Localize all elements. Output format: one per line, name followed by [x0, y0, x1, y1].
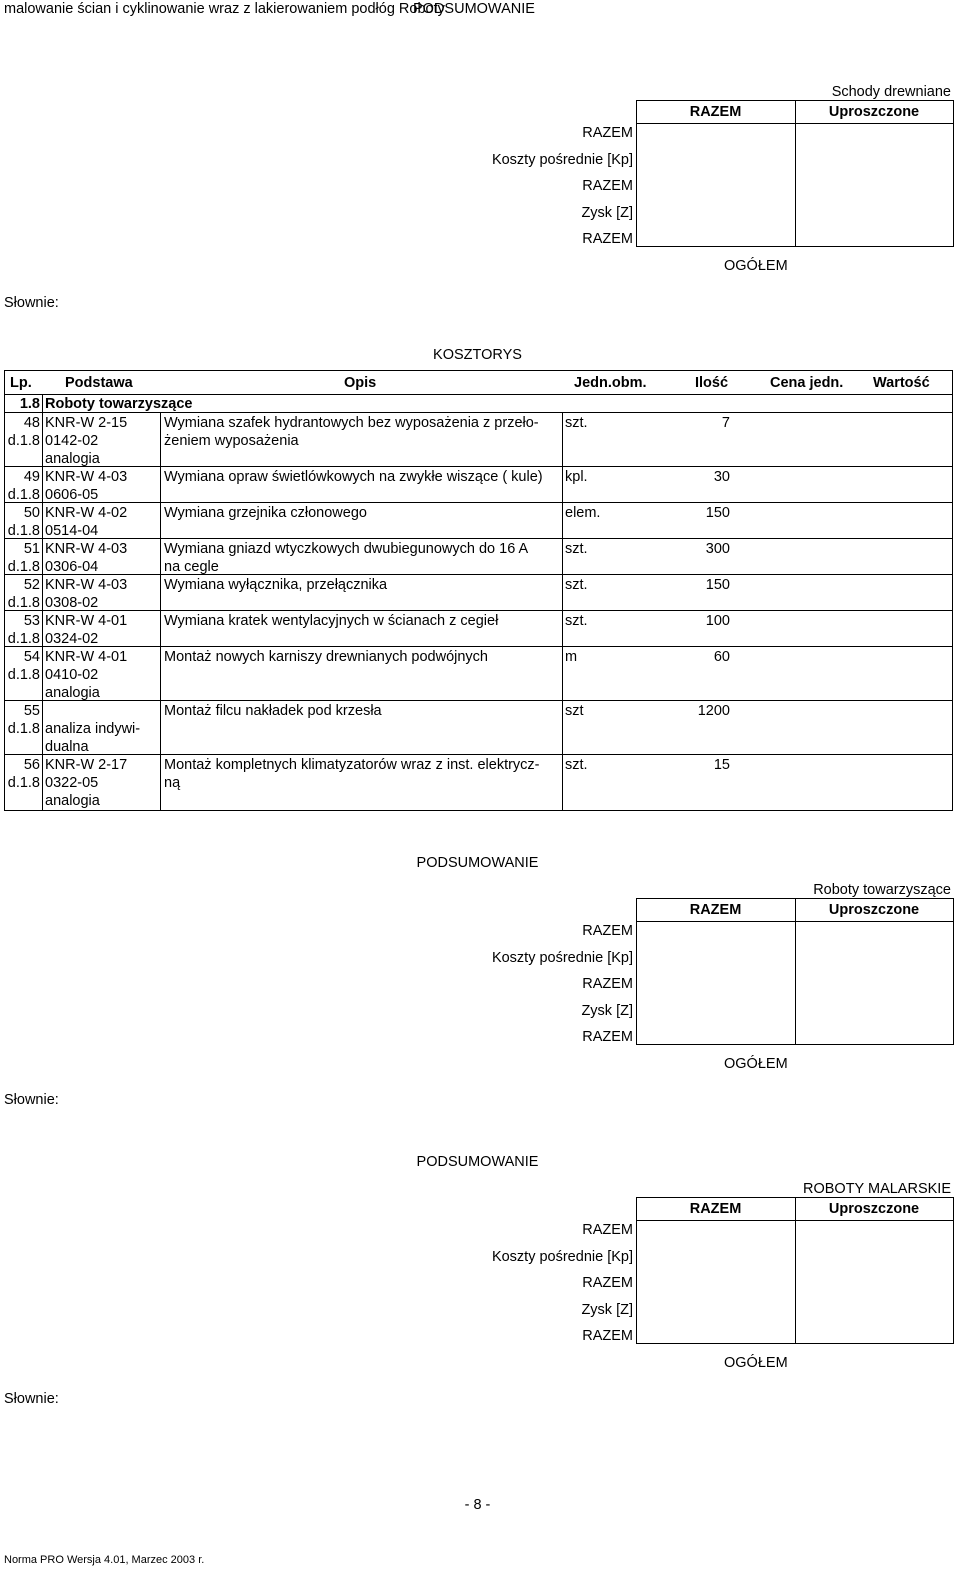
item-basis: 0142-02	[45, 433, 99, 449]
item-quantity: 1200	[697, 703, 730, 719]
item-subnumber: d.1.8	[7, 631, 40, 647]
summary-row-label: RAZEM	[582, 976, 633, 992]
item-number: 55	[23, 703, 40, 719]
document-title-overlay: PODSUMOWANIE	[413, 1, 535, 17]
item-unit: szt.	[565, 613, 588, 629]
item-description: żeniem wyposażenia	[164, 433, 299, 449]
item-basis: KNR-W 4-02	[45, 505, 128, 521]
summary-total-label: OGÓŁEM	[724, 258, 788, 274]
item-basis: 0322-05	[45, 775, 99, 791]
summary-row-label: RAZEM	[582, 125, 633, 141]
item-number: 51	[23, 541, 40, 557]
summary-row-label: Zysk [Z]	[581, 1302, 633, 1318]
summary-title: PODSUMOWANIE	[416, 855, 539, 871]
summary-col-razem: RAZEM	[689, 1201, 742, 1217]
item-unit: kpl.	[565, 469, 588, 485]
item-description: Montaż filcu nakładek pod krzesła	[164, 703, 382, 719]
item-basis: KNR-W 4-01	[45, 613, 128, 629]
item-subnumber: d.1.8	[7, 523, 40, 539]
item-quantity: 60	[713, 649, 730, 665]
item-description: Wymiana gniazd wtyczkowych dwubiegunowych do 16 A	[164, 541, 529, 557]
item-basis: analogia	[45, 685, 100, 701]
item-basis: dualna	[45, 739, 89, 755]
col-header-ilosc: Ilość	[695, 375, 729, 391]
item-basis: KNR-W 2-15	[45, 415, 128, 431]
summary-col-uproszczone: Uproszczone	[828, 902, 920, 918]
item-subnumber: d.1.8	[7, 595, 40, 611]
item-description: Montaż kompletnych klimatyzatorów wraz z inst. elektrycz-	[164, 757, 540, 773]
col-header-cena: Cena jedn.	[770, 375, 844, 391]
col-header-opis: Opis	[344, 375, 377, 391]
item-basis: analogia	[45, 793, 100, 809]
item-quantity: 300	[705, 541, 730, 557]
slownie-label: Słownie:	[4, 295, 59, 311]
slownie-label: Słownie:	[4, 1391, 59, 1407]
summary-col-uproszczone: Uproszczone	[828, 1201, 920, 1217]
item-subnumber: d.1.8	[7, 559, 40, 575]
summary-section-name: Schody drewniane	[831, 84, 951, 100]
col-header-podstawa: Podstawa	[65, 375, 133, 391]
summary-total-label: OGÓŁEM	[724, 1355, 788, 1371]
col-header-jedn: Jedn.obm.	[574, 375, 647, 391]
summary-row-label: RAZEM	[582, 1328, 633, 1344]
document-title: malowanie ścian i cyklinowanie wraz z lakierowaniem podłóg Roboty	[4, 1, 445, 17]
item-quantity: 150	[705, 577, 730, 593]
summary-col-uproszczone: Uproszczone	[828, 104, 920, 120]
item-basis: 0410-02	[45, 667, 99, 683]
item-unit: elem.	[565, 505, 601, 521]
summary-row-label: Koszty pośrednie [Kp]	[491, 1249, 633, 1265]
item-basis: analiza indywi-	[45, 721, 141, 737]
item-description: Wymiana wyłącznika, przełącznika	[164, 577, 388, 593]
item-basis: KNR-W 4-01	[45, 649, 128, 665]
summary-row-label: Zysk [Z]	[581, 1003, 633, 1019]
item-unit: szt.	[565, 577, 588, 593]
summary-row-label: RAZEM	[582, 1275, 633, 1291]
summary-title: PODSUMOWANIE	[416, 1154, 539, 1170]
item-basis: analogia	[45, 451, 100, 467]
item-number: 56	[23, 757, 40, 773]
slownie-label: Słownie:	[4, 1092, 59, 1108]
item-description: ną	[164, 775, 181, 791]
item-quantity: 100	[705, 613, 730, 629]
item-number: 48	[23, 415, 40, 431]
item-subnumber: d.1.8	[7, 487, 40, 503]
summary-row-label: RAZEM	[582, 923, 633, 939]
item-description: Wymiana kratek wentylacyjnych w ścianach z cegieł	[164, 613, 499, 629]
item-description: Wymiana szafek hydrantowych bez wyposażenia z przeło-	[164, 415, 539, 431]
section-number: 1.8	[19, 396, 40, 412]
item-number: 53	[23, 613, 40, 629]
item-subnumber: d.1.8	[7, 775, 40, 791]
section-name: Roboty towarzyszące	[45, 396, 193, 412]
summary-row-label: RAZEM	[582, 1222, 633, 1238]
item-unit: szt.	[565, 541, 588, 557]
item-number: 50	[23, 505, 40, 521]
item-quantity: 15	[713, 757, 730, 773]
summary-row-label: RAZEM	[582, 1029, 633, 1045]
item-subnumber: d.1.8	[7, 721, 40, 737]
item-unit: szt.	[565, 415, 588, 431]
summary-col-razem: RAZEM	[689, 902, 742, 918]
item-unit: szt	[565, 703, 584, 719]
summary-row-label: Koszty pośrednie [Kp]	[491, 152, 633, 168]
item-basis: 0606-05	[45, 487, 99, 503]
item-description: Wymiana grzejnika członowego	[164, 505, 367, 521]
item-basis: KNR-W 4-03	[45, 469, 128, 485]
item-unit: szt.	[565, 757, 588, 773]
col-header-wartosc: Wartość	[873, 375, 930, 391]
item-basis: KNR-W 4-03	[45, 577, 128, 593]
item-basis: 0514-04	[45, 523, 99, 539]
item-basis: 0308-02	[45, 595, 99, 611]
summary-col-razem: RAZEM	[689, 104, 742, 120]
software-version: Norma PRO Wersja 4.01, Marzec 2003 r.	[4, 1554, 205, 1566]
col-header-lp: Lp.	[10, 375, 32, 391]
item-unit: m	[565, 649, 578, 665]
item-basis: KNR-W 2-17	[45, 757, 128, 773]
item-subnumber: d.1.8	[7, 433, 40, 449]
summary-row-label: Zysk [Z]	[581, 205, 633, 221]
item-basis: 0324-02	[45, 631, 99, 647]
item-description: Montaż nowych karniszy drewnianych podwójnych	[164, 649, 488, 665]
item-quantity: 150	[705, 505, 730, 521]
item-description: Wymiana opraw świetlówkowych na zwykłe wiszące ( kule)	[164, 469, 543, 485]
item-basis: 0306-04	[45, 559, 99, 575]
item-quantity: 30	[713, 469, 730, 485]
item-basis: KNR-W 4-03	[45, 541, 128, 557]
kosztorys-title: KOSZTORYS	[433, 347, 522, 363]
item-quantity: 7	[721, 415, 730, 431]
summary-total-label: OGÓŁEM	[724, 1056, 788, 1072]
item-number: 54	[23, 649, 40, 665]
page-number: - 8 -	[464, 1497, 491, 1513]
item-description: na cegle	[164, 559, 219, 575]
summary-row-label: RAZEM	[582, 231, 633, 247]
item-number: 52	[23, 577, 40, 593]
item-number: 49	[23, 469, 40, 485]
summary-row-label: Koszty pośrednie [Kp]	[491, 950, 633, 966]
summary-section-name: ROBOTY MALARSKIE	[803, 1181, 951, 1197]
summary-section-name: Roboty towarzyszące	[813, 882, 951, 898]
item-subnumber: d.1.8	[7, 667, 40, 683]
summary-row-label: RAZEM	[582, 178, 633, 194]
